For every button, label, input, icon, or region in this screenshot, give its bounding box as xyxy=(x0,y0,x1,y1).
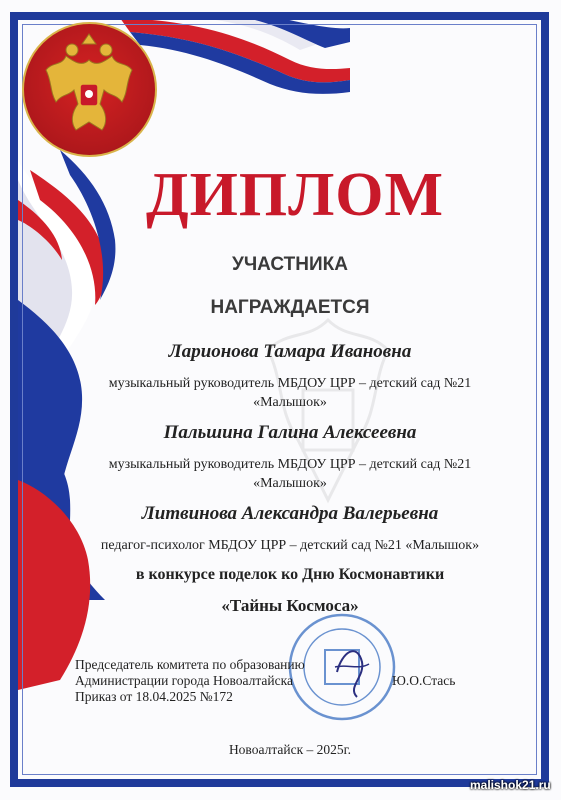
signature-title-line: Председатель комитета по образованию xyxy=(75,657,305,672)
signature-block xyxy=(75,657,395,705)
signer-name: Ю.О.Стась xyxy=(392,673,456,688)
recipient-role-line: «Малышок» xyxy=(253,395,327,410)
site-watermark: malishok21.ru xyxy=(470,778,551,792)
diploma-title: ДИПЛОМ xyxy=(145,161,445,229)
recipient-name: Ларионова Тамара Ивановна xyxy=(168,341,412,362)
recipient-role xyxy=(100,536,480,555)
order-reference: Приказ от 18.04.2025 №172 xyxy=(75,689,233,704)
contest-name: «Тайны Космоса» xyxy=(221,596,359,615)
recipient-role-line: музыкальный руководитель МБДОУ ЦРР – детский сад №21 xyxy=(108,457,472,472)
diploma-subtitle: УЧАСТНИКА xyxy=(232,254,348,275)
recipient-name: Пальшина Галина Алексеевна xyxy=(163,422,417,443)
recipient-role xyxy=(100,455,480,493)
recipient-role xyxy=(100,374,480,412)
coat-of-arms-icon xyxy=(22,22,157,157)
recipient-role-line: «Малышок» xyxy=(253,476,327,491)
recipient-name: Литвинова Александра Валерьевна xyxy=(141,503,439,524)
place-date: Новоалтайск – 2025г. xyxy=(228,742,352,757)
signature-title-line: Администрации города Новоалтайска xyxy=(75,673,293,688)
recipient-role-line: педагог-психолог МБДОУ ЦРР – детский сад №21 «Малышок» xyxy=(100,538,480,553)
recipient-role-line: музыкальный руководитель МБДОУ ЦРР – детский сад №21 xyxy=(108,376,472,391)
contest-line: в конкурсе поделок ко Дню Космонавтики xyxy=(135,566,445,583)
awarded-label: НАГРАЖДАЕТСЯ xyxy=(210,297,370,318)
